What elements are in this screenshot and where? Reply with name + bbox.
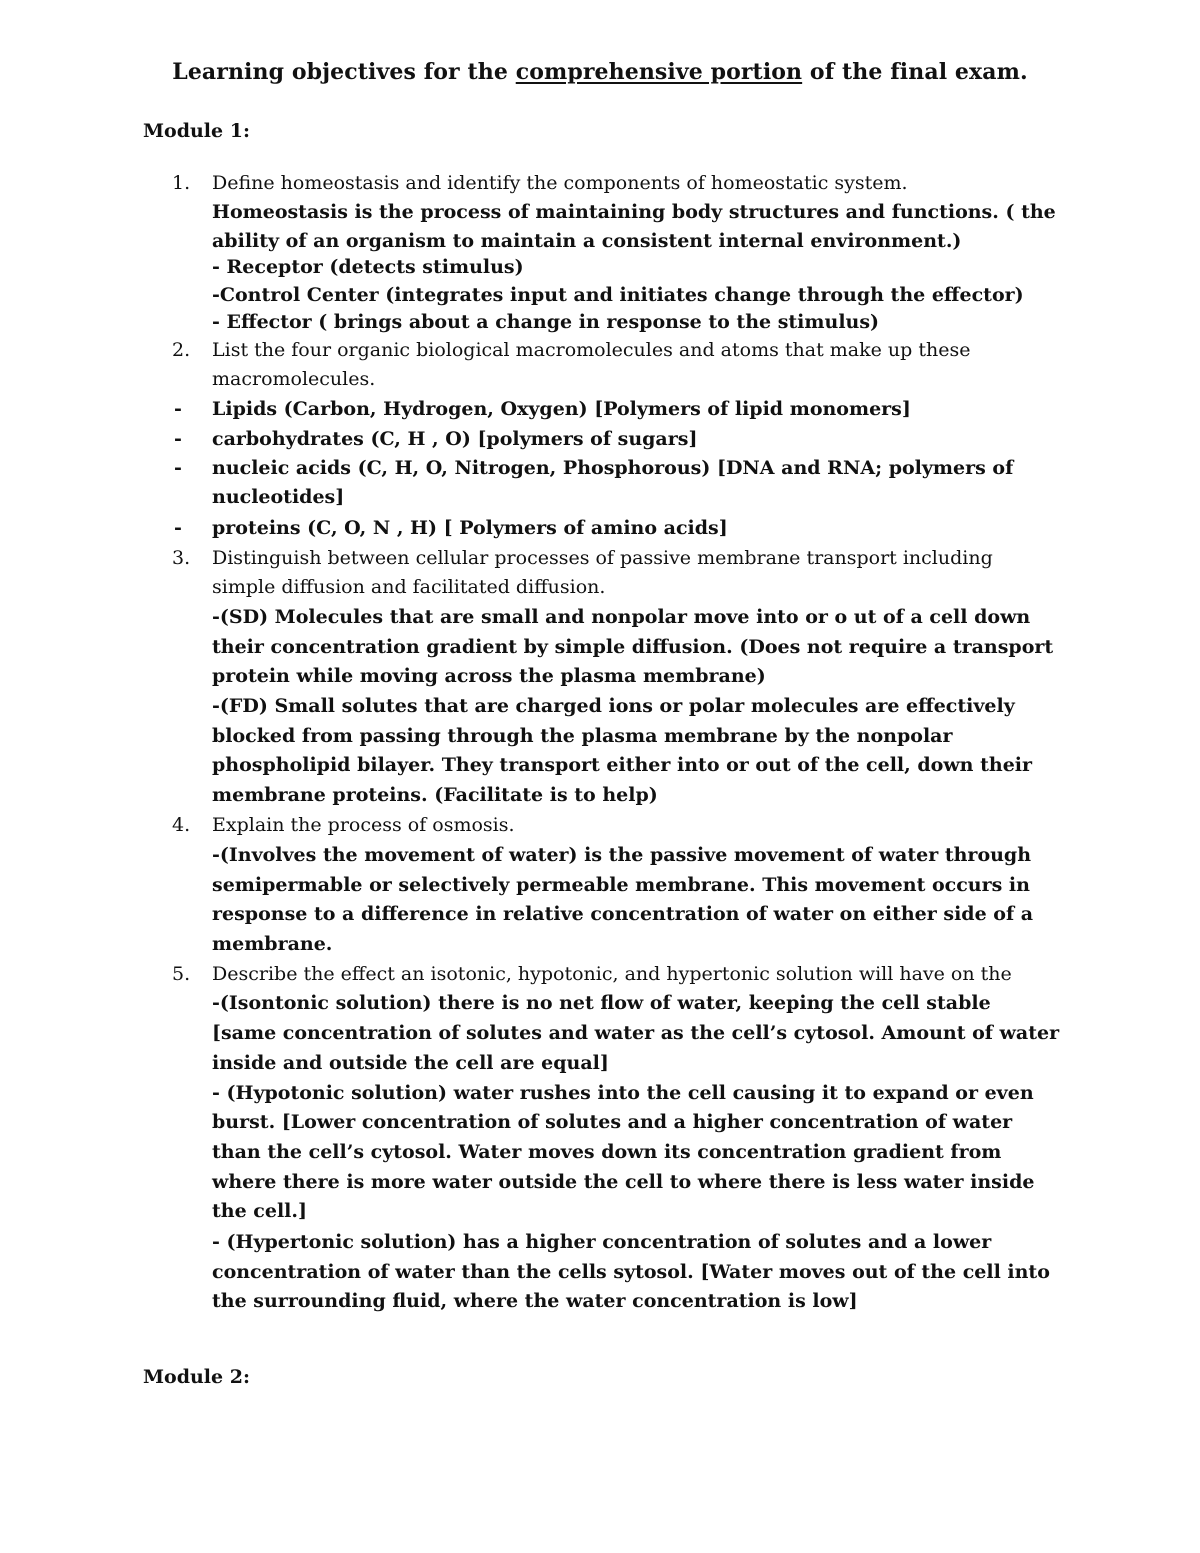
title-underlined: comprehensive portion (515, 59, 803, 85)
bullet-2-dash: - (174, 428, 182, 450)
item-5-line-4: inside and outside the cell are equal] (212, 1052, 609, 1074)
item-3-line-4: their concentration gradient by simple diffusion. (Does not require a transport (212, 636, 1054, 658)
item-5-line-1: Describe the effect an isotonic, hypotonic, and hypertonic solution will have on the (212, 963, 1012, 985)
item-4-line-5: membrane. (212, 933, 333, 955)
item-1-line-6: - Effector ( brings about a change in response to the stimulus) (212, 311, 880, 333)
item-4-line-4: response to a difference in relative concentration of water on either side of a (212, 903, 1034, 925)
bullet-1-dash: - (174, 398, 182, 420)
item-3-line-6: -(FD) Small solutes that are charged ions or polar molecules are effectively (212, 695, 1015, 717)
item-1-line-5: -Control Center (integrates input and initiates change through the effector) (212, 284, 1024, 306)
item-5-line-3: [same concentration of solutes and water as the cell’s cytosol. Amount of water (212, 1022, 1060, 1044)
item-1-line-3: ability of an organism to maintain a consistent internal environment.) (212, 230, 962, 252)
item-3-line-7: blocked from passing through the plasma membrane by the nonpolar (212, 725, 953, 747)
item-2-line-2: macromolecules. (212, 368, 376, 390)
item-3-line-2: simple diffusion and facilitated diffusion. (212, 576, 606, 598)
bullet-3-line-2: nucleotides] (212, 486, 345, 508)
item-3-line-3: -(SD) Molecules that are small and nonpolar move into or o ut of a cell down (212, 606, 1031, 628)
item-4-line-1: Explain the process of osmosis. (212, 814, 515, 836)
bullet-1-line-1: Lipids (Carbon, Hydrogen, Oxygen) [Polymers of lipid monomers] (212, 398, 911, 420)
item-5-line-2: -(Isontonic solution) there is no net flow of water, keeping the cell stable (212, 992, 991, 1014)
bullet-2-line-1: carbohydrates (C, H , O) [polymers of sugars] (212, 428, 698, 450)
item-1-number: 1. (172, 172, 191, 194)
item-4-number: 4. (172, 814, 191, 836)
item-5-line-6: burst. [Lower concentration of solutes and a higher concentration of water (212, 1111, 1013, 1133)
item-1-line-1: Define homeostasis and identify the components of homeostatic system. (212, 172, 908, 194)
item-4-line-3: semipermable or selectively permeable membrane. This movement occurs in (212, 874, 1030, 896)
item-3-line-1: Distinguish between cellular processes of passive membrane transport including (212, 547, 993, 569)
item-5-line-11: concentration of water than the cells sytosol. [Water moves out of the cell into (212, 1261, 1050, 1283)
bullet-4-dash: - (174, 517, 182, 539)
bullet-3-dash: - (174, 457, 182, 479)
bullet-3-line-1: nucleic acids (C, H, O, Nitrogen, Phosphorous) [DNA and RNA; polymers of (212, 457, 1014, 479)
module-1-heading: Module 1: (143, 120, 250, 142)
title-suffix: of the final exam. (802, 59, 1028, 85)
item-2-number: 2. (172, 339, 191, 361)
item-3-number: 3. (172, 547, 191, 569)
item-4-line-2: -(Involves the movement of water) is the passive movement of water through (212, 844, 1032, 866)
item-1-line-2: Homeostasis is the process of maintaining body structures and functions. ( the (212, 201, 1056, 223)
module-2-heading: Module 2: (143, 1366, 250, 1388)
item-5-line-8: where there is more water outside the cell to where there is less water inside (212, 1171, 1035, 1193)
item-5-number: 5. (172, 963, 191, 985)
item-3-line-5: protein while moving across the plasma membrane) (212, 665, 766, 687)
item-5-line-5: - (Hypotonic solution) water rushes into the cell causing it to expand or even (212, 1082, 1034, 1104)
item-5-line-10: - (Hypertonic solution) has a higher concentration of solutes and a lower (212, 1231, 992, 1253)
item-2-line-1: List the four organic biological macromolecules and atoms that make up these (212, 339, 971, 361)
item-5-line-12: the surrounding fluid, where the water concentration is low] (212, 1290, 858, 1312)
item-5-line-9: the cell.] (212, 1200, 307, 1222)
bullet-4-line-1: proteins (C, O, N , H) [ Polymers of amino acids] (212, 517, 728, 539)
item-3-line-8: phospholipid bilayer. They transport either into or out of the cell, down their (212, 754, 1033, 776)
title-prefix: Learning objectives for the (172, 59, 516, 85)
item-5-line-7: than the cell’s cytosol. Water moves down its concentration gradient from (212, 1141, 1002, 1163)
document-title (0, 57, 1200, 87)
item-1-line-4: - Receptor (detects stimulus) (212, 256, 524, 278)
item-3-line-9: membrane proteins. (Facilitate is to help) (212, 784, 658, 806)
